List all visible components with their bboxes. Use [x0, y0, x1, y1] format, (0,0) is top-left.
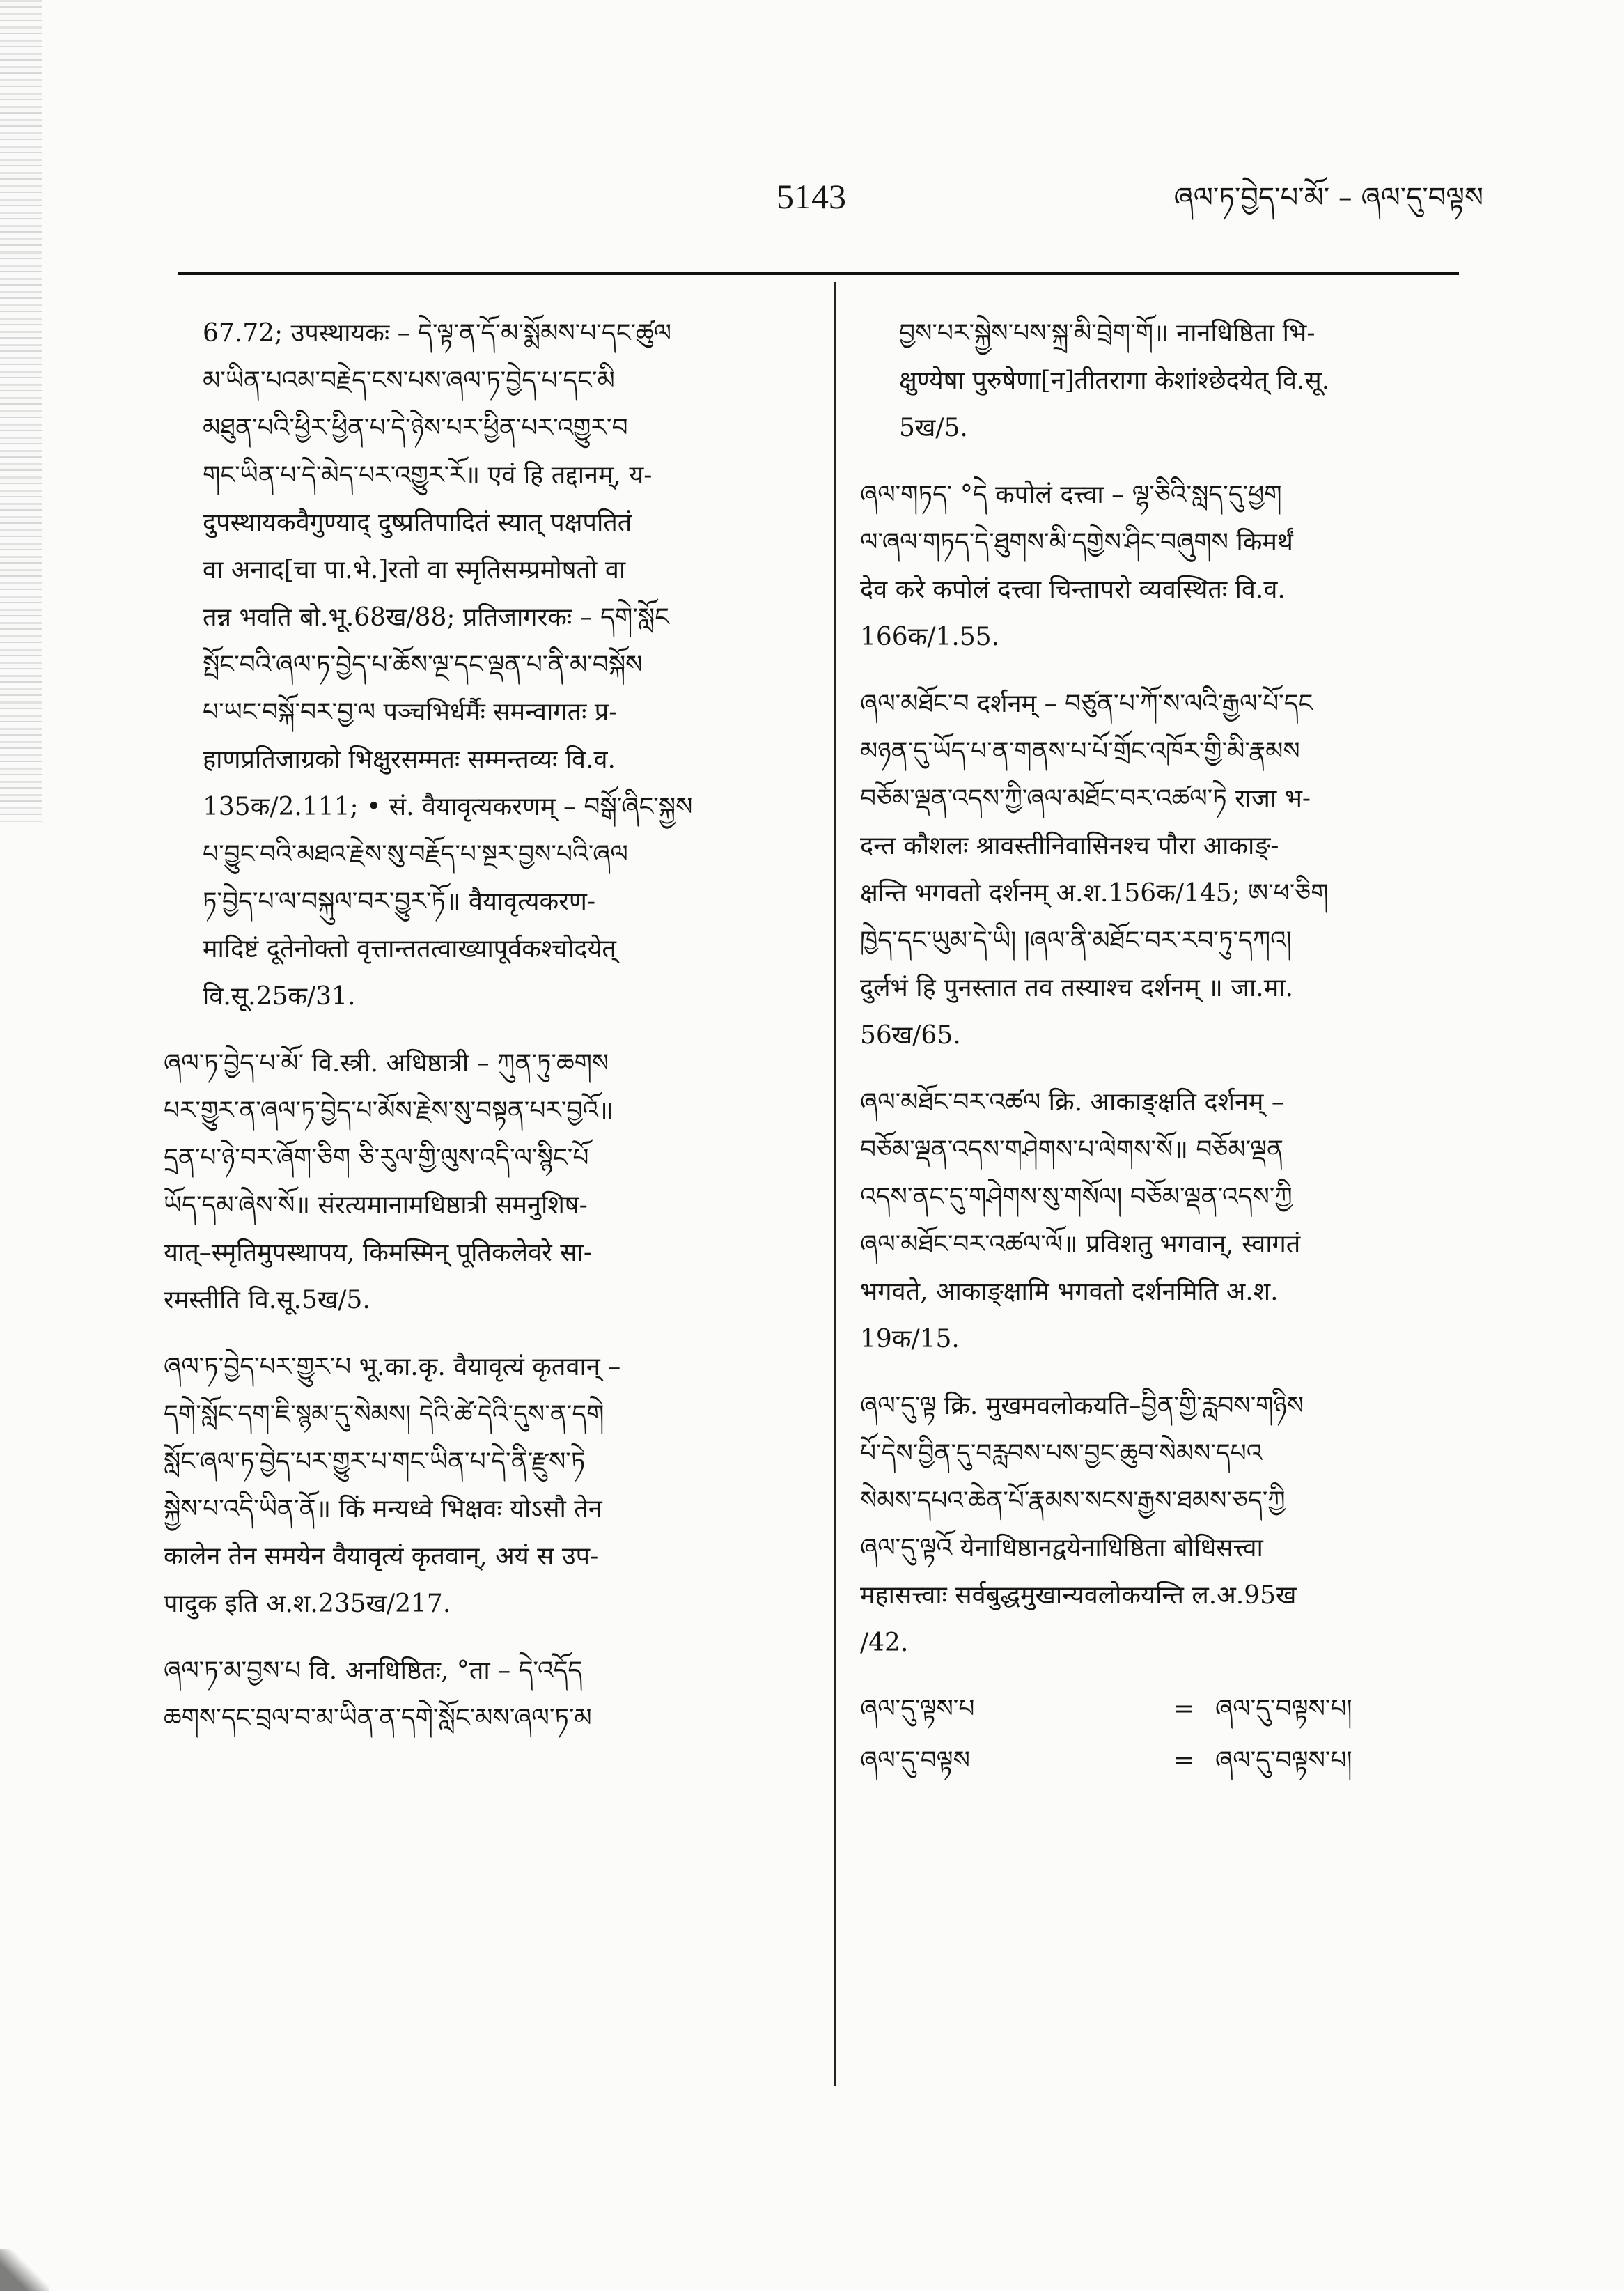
entry-line: मादिष्टं दूतेनोक्तो वृत्तान्ततत्वाख्यापूर्वकश्चोदयेत् [203, 935, 616, 963]
entry-line: पादुक इति अ.श.235ख/217. [164, 1590, 451, 1618]
entry-line: ལ་ཞལ་གཏད་དེ་ཐུགས་མི་དགྱེས་ཤིང་བཞུགས किमर्थं [860, 528, 1293, 557]
right-column-entries [860, 310, 1459, 1667]
entry-line: ཆགས་དང་བྲལ་བ་མ་ཡིན་ན་དགེ་སློང་མས་ཞལ་ཏ་མ [164, 1704, 592, 1732]
entry-line: कालेन तेन समयेन वैयावृत्यं कृतवान्, अयं स उप- [164, 1542, 599, 1571]
entry-line: ཡོད་དམ་ཞེས་སོ॥ संरत्यमानामधिष्ठात्री समनुशिष- [164, 1191, 588, 1220]
entry-line: देव करे कपोलं दत्त्वा चिन्तापरो व्यवस्थितः वि.व. [860, 575, 1286, 604]
entry-line: 5ख/5. [899, 414, 968, 442]
entry-line: ཞལ་གཏད་ °དེ कपोलं दत्त्वा – ལྷ་ཅིའི་སླད་དུ་ཕྱག [860, 481, 1282, 509]
entry-line: ཁྱེད་དང་ཡུམ་དེ་ཡི། །ཞལ་ནི་མཐོང་བར་རབ་ཏུ་དཀའ། [860, 926, 1292, 955]
entry-line: /42. [860, 1629, 909, 1657]
cross-reference-list [860, 1686, 1459, 1784]
running-head: ཞལ་ཏ་བྱེད་པ་མོ་ – ཞལ་དུ་བལྟས [1173, 182, 1483, 214]
entry-line: དགེ་སློང་དག་ཇི་སྙམ་དུ་སེམས། དེའི་ཚེ་དེའི་དུས་ན་དགེ [164, 1400, 604, 1429]
dictionary-entry [860, 472, 1459, 661]
entry-line: 67.72; उपस्थायकः – དེ་ལྟ་ན་དོ་མ་སྨོམས་པ་དང་ཚུལ [203, 319, 672, 348]
dictionary-entry [164, 1647, 794, 1742]
entry-line: 135क/2.111; • सं. वैयावृत्यकरणम् – བསྒོ་ཞིང་སྐྱས [203, 793, 693, 821]
entry-line: ཞལ་དུ་ལྟའོ येनाधिष्ठानद्वयेनाधिष्ठिता बोधिसत्त्वा [860, 1534, 1263, 1562]
entry-line: यात्–स्मृतिमुपस्थापय, किमस्मिन् पूतिकलेवरे सा- [164, 1238, 593, 1267]
cross-reference-term: ཞལ་དུ་བལྟས [860, 1746, 970, 1775]
entry-line: སེམས་དཔའ་ཆེན་པོ་རྣམས་སངས་རྒྱས་ཐམས་ཅད་ཀྱི [860, 1486, 1286, 1515]
cross-reference-eq: = [1173, 1695, 1195, 1723]
cross-reference-eq: = [1173, 1746, 1195, 1775]
dictionary-entry [860, 681, 1459, 1059]
entry-line: 19क/15. [860, 1325, 960, 1353]
header-rule [178, 272, 1459, 275]
entry-line: འདས་ནང་དུ་གཤེགས་སུ་གསོལ། བཅོམ་ལྡན་འདས་ཀྱི [860, 1183, 1293, 1211]
entry-line: दुर्लभं हि पुनस्तात तव तस्याश्च दर्शनम् ॥ जा.मा. [860, 974, 1294, 1002]
entry-line: 166क/1.55. [860, 623, 1000, 651]
cross-reference-target: ཞལ་དུ་བལྟས་པ། [1215, 1746, 1352, 1775]
entry-line: སྐྱེས་པ་འདི་ཡིན་ནོ॥ किं मन्यध्वे भिक्षवः योऽसौ तेन [164, 1495, 602, 1523]
entry-line: तन्न भवति बो.भू.68ख/88; प्रतिजागरकः – དགེ་སློང [203, 603, 669, 632]
entry-line: ཞལ་མཐོང་བ दर्शनम् – བཙུན་པ་ཀོ་ས་ལའི་རྒྱལ་པོ་དང [860, 690, 1313, 718]
entry-line: दुपस्थायकवैगुण्याद् दुष्प्रतिपादितं स्यात् पक्षपतितं [203, 508, 632, 537]
entry-line: བྱས་པར་སྐྱེས་པས་སྐྲ་མི་བྲེག་གོ॥ नानधिष्ठिता भि- [899, 319, 1315, 348]
entry-continuation [164, 310, 794, 1020]
entry-line: ཞལ་མཐོང་བར་འཚལ་ལོ॥ प्रविशतु भगवान्, स्वागतं [860, 1230, 1301, 1259]
entry-line: པ་བྱུང་བའི་མཐའ་རྗེས་སུ་བརྗོད་པ་སྔར་བྱས་པའི་ཞལ [203, 840, 628, 869]
entry-line: སྤོང་བའི་ཞལ་ཏ་བྱེད་པ་ཆོས་ལྔ་དང་ལྡན་པ་ནི་མ་བསྐོས [203, 651, 643, 679]
entry-line: हाणप्रतिजाग्रको भिक्षुरसम्मतः सम्मन्तव्यः वि.व. [203, 745, 616, 774]
dictionary-entry [164, 1344, 794, 1628]
entry-line: གང་ཡིན་པ་དེ་མེད་པར་འགྱུར་རོ॥ एवं हि तद्दानम्, य- [203, 461, 653, 490]
dictionary-entry [164, 1040, 794, 1324]
entry-continuation [860, 310, 1459, 452]
entry-line: མཉན་དུ་ཡོད་པ་ན་གནས་པ་པོ་གྲོང་འཁོར་གྱི་མི་རྣམས [860, 737, 1300, 766]
column-divider [834, 282, 836, 2086]
entry-line: མཐུན་པའི་ཕྱིར་ཕྱིན་པ་དེ་ཉེས་པར་ཕྱིན་པར་འགྱུར་བ [203, 414, 628, 442]
page-number: 5143 [776, 177, 846, 216]
entry-line: ཞལ་ཏ་བྱེད་པ་མོ་ वि.स्त्री. अधिष्ठात्री – ཀུན་ཏུ་ཆགས [164, 1049, 609, 1078]
entry-line: वा अनाद[चा पा.भे.]रतो वा स्मृतिसम्प्रमोषतो वा [203, 556, 626, 584]
entry-line: रमस्तीति वि.सू.5ख/5. [164, 1286, 370, 1314]
entry-line: མ་ཡིན་པའམ་བརྗེད་ངས་པས་ཞལ་ཏ་བྱེད་པ་དང་མི [203, 366, 615, 395]
cross-reference [860, 1686, 1459, 1732]
entry-line: 56ख/65. [860, 1021, 961, 1050]
entry-line: ཞལ་ཏ་བྱེད་པར་གྱུར་པ भू.का.कृ. वैयावृत्यं कृतवान् – [164, 1353, 621, 1381]
scan-edge-shadow [0, 0, 42, 822]
entry-line: སློང་ཞལ་ཏ་བྱེད་པར་གྱུར་པ་གང་ཡིན་པ་དེ་ནི་རྫུས་ཏེ [164, 1447, 586, 1476]
entry-line: भगवते, आकाङ्क्षामि भगवतो दर्शनमिति अ.श. [860, 1277, 1279, 1306]
entry-line: བཅོམ་ལྡན་འདས་ཀྱི་ཞལ་མཐོང་བར་འཚལ་ཏེ राजा भ- [860, 784, 1311, 813]
entry-line: ཏ་བྱེད་པ་ལ་བསྐུལ་བར་བྱུར་ཏོ॥ वैयावृत्यकरण- [203, 887, 596, 916]
scan-corner-shadow [0, 2249, 49, 2291]
entry-line: दन्त कौशलः श्रावस्तीनिवासिनश्च पौरा आकाङ्- [860, 832, 1279, 860]
entry-line: ཞལ་མཐོང་བར་འཚལ क्रि. आकाङ्क्षति दर्शनम् – [860, 1088, 1284, 1117]
left-column [164, 310, 794, 1762]
cross-reference-target: ཞལ་དུ་བལྟས་པ། [1215, 1695, 1352, 1723]
entry-line: महासत्त्वाः सर्वबुद्धमुखान्यवलोकयन्ति ल.अ.95ख [860, 1581, 1297, 1610]
entry-line: क्षुण्येषा पुरुषेणा[न]तीतरागा केशांश्छेदयेत् वि.सू. [899, 366, 1330, 395]
entry-line: ཞལ་དུ་ལྟ क्रि. मुखमवलोकयति–བྱིན་གྱི་རླབས་གཉིས [860, 1392, 1304, 1420]
page-header [174, 176, 1483, 238]
entry-line: ཞལ་ཏ་མ་བྱས་པ वि. अनधिष्ठितः, °ता – དེ་འདོད [164, 1656, 583, 1685]
cross-reference-term: ཞལ་དུ་ལྟས་པ [860, 1695, 975, 1723]
cross-reference [860, 1738, 1459, 1784]
entry-line: པར་གྱུར་ན་ཞལ་ཏ་བྱེད་པ་མོས་རྗེས་སུ་བསྟན་པར་བྱའོ॥ [164, 1096, 614, 1125]
right-column [860, 310, 1459, 1784]
entry-line: བཅོམ་ལྡན་འདས་གཤེགས་པ་ལེགས་སོ॥ བཅོམ་ལྡན [860, 1135, 1284, 1164]
entry-line: क्षन्ति भगवतो दर्शनम् अ.श.156क/145; ཨ་ཕ་ཅིག [860, 879, 1329, 908]
entry-line: དྲན་པ་ཉེ་བར་ཞོག་ཅིག ཅི་རུལ་གྱི་ལུས་འདི་ལ་སྙིང་པོ [164, 1144, 589, 1172]
entry-line: པོ་དེས་བྱིན་དུ་བརླབས་པས་བྱང་ཆུབ་སེམས་དཔའ [860, 1439, 1263, 1468]
entry-line: वि.सू.25क/31. [203, 982, 356, 1011]
dictionary-entry [860, 1383, 1459, 1667]
entry-line: པ་ཡང་བསྐོ་བར་བྱ་ལ पञ्चभिर्धर्मैः समन्वागतः प्र- [203, 698, 618, 727]
dictionary-entry [860, 1079, 1459, 1363]
